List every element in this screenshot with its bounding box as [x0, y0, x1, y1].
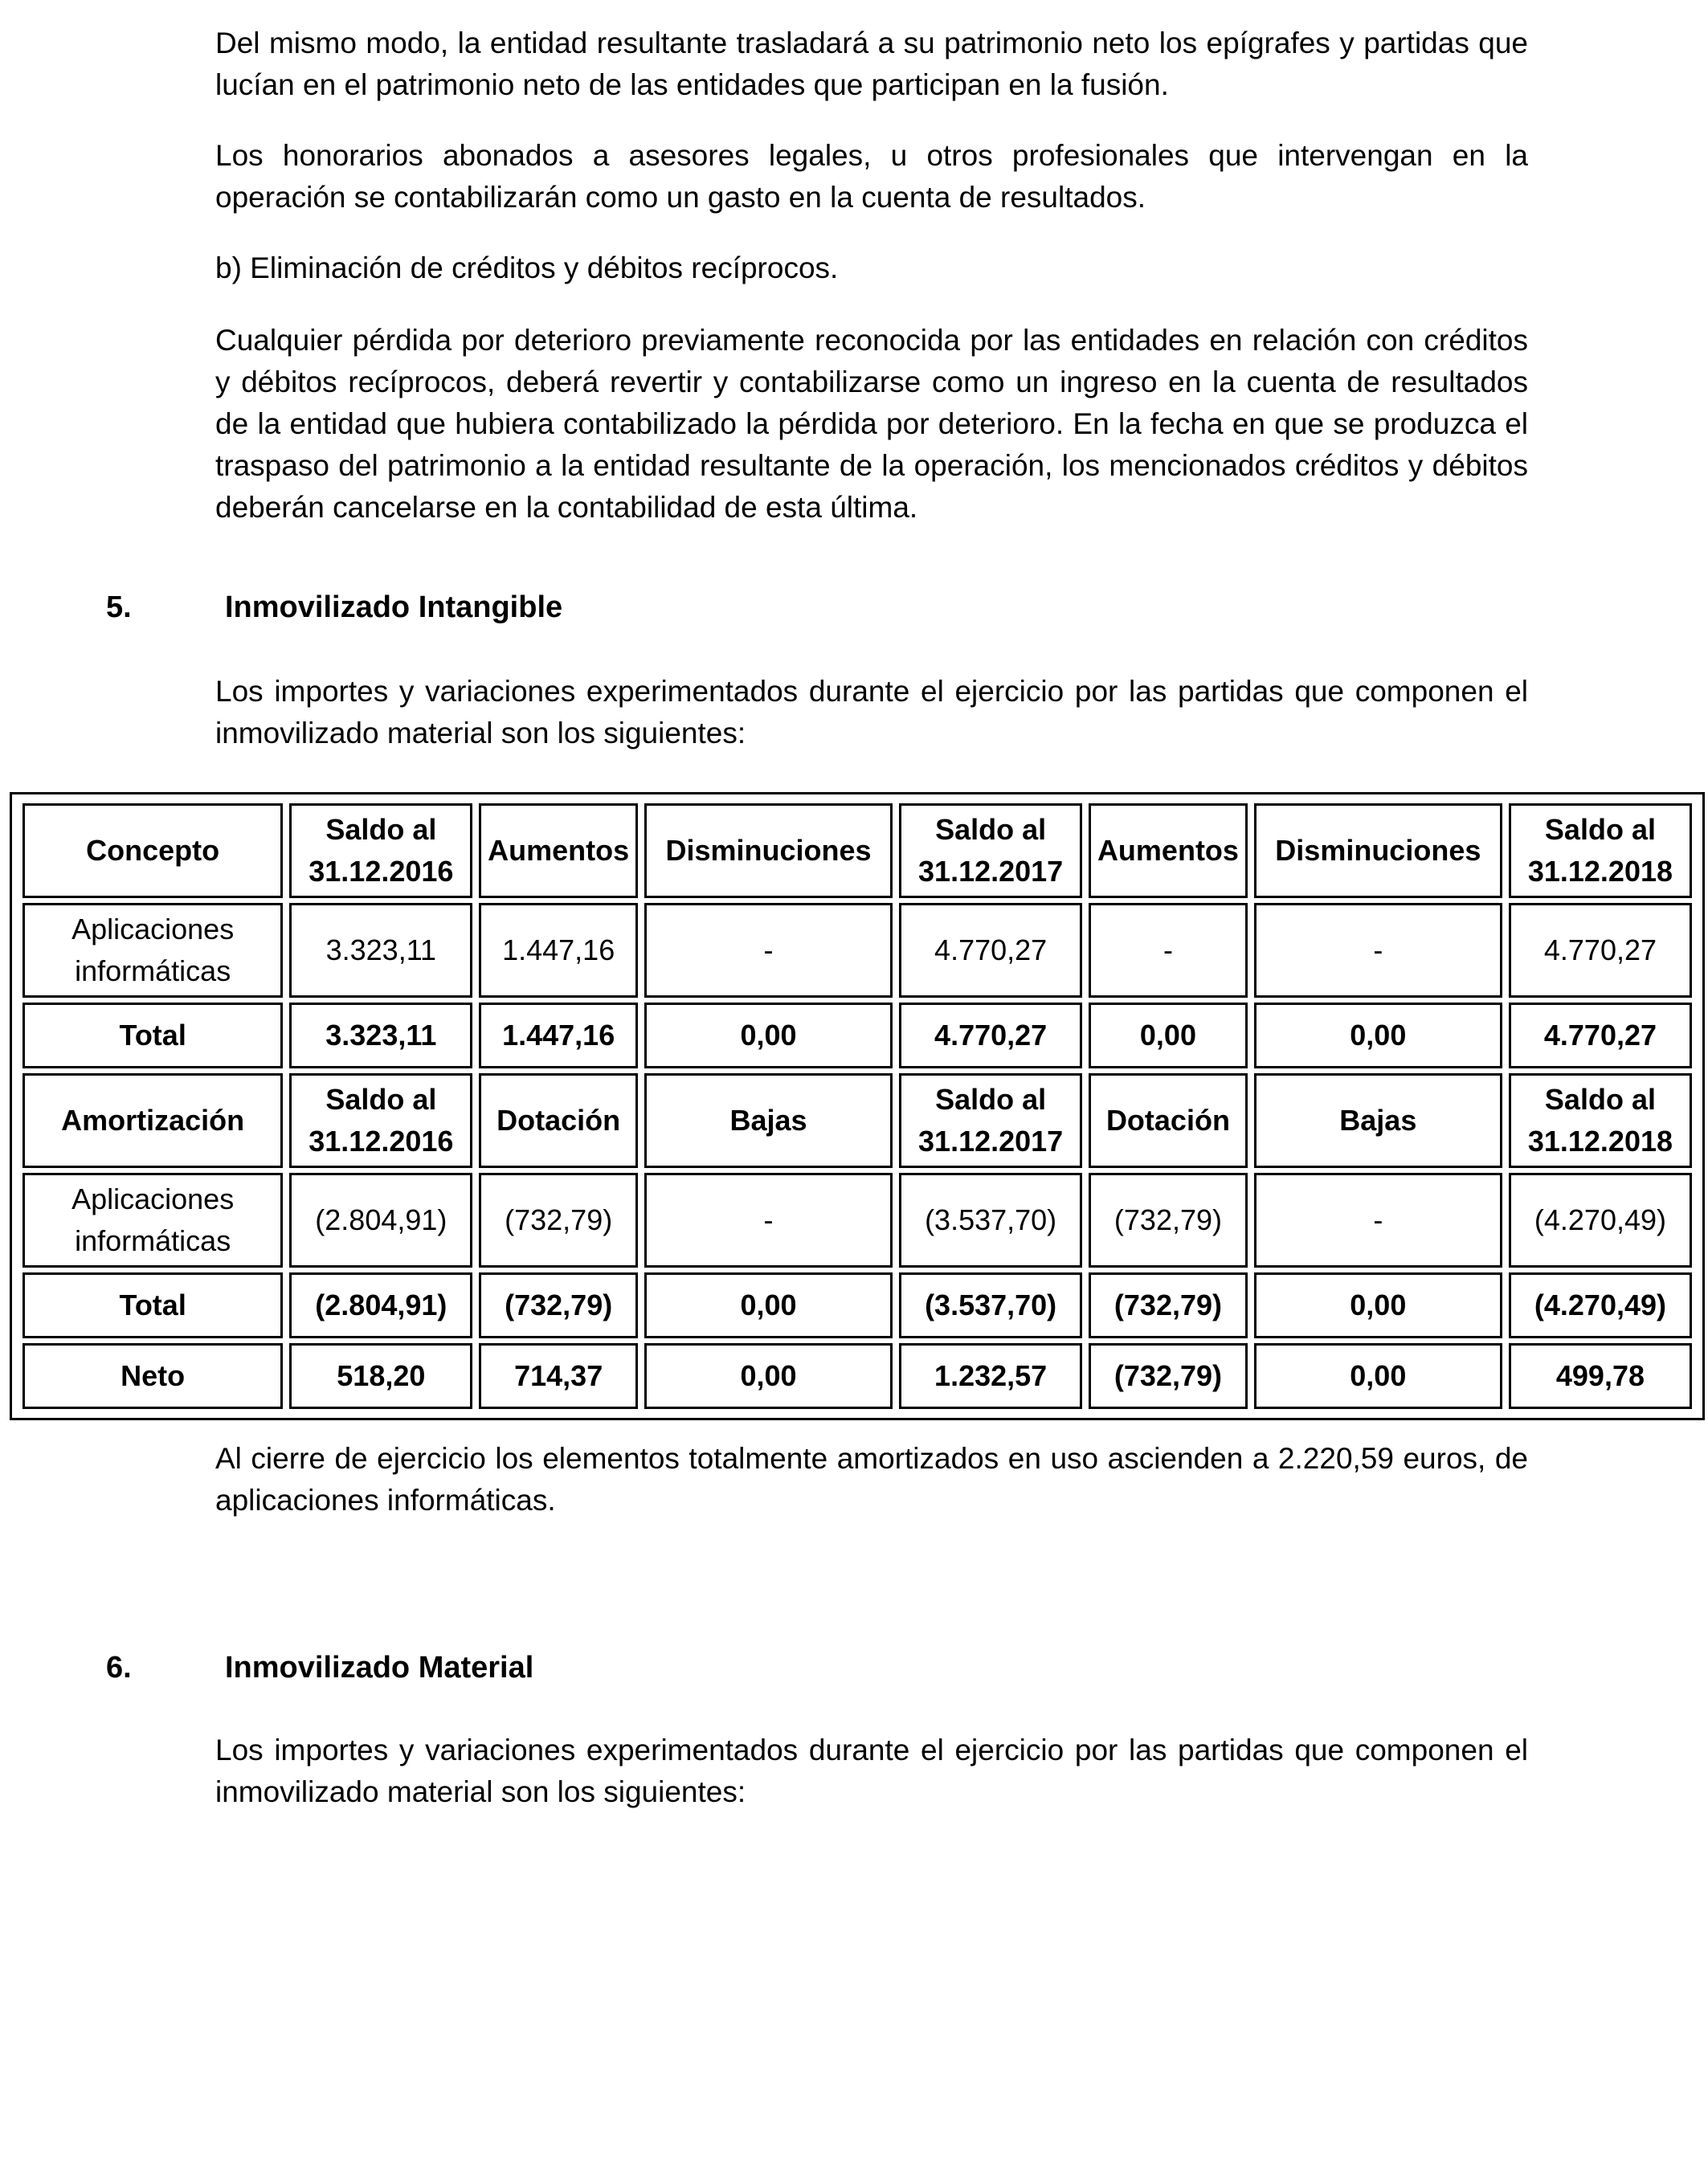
- table-cell: 1.447,16: [479, 1003, 638, 1068]
- table-cell: 4.770,27: [1509, 903, 1692, 998]
- table-cell: 4.770,27: [1509, 1003, 1692, 1068]
- table-cell: (732,79): [1089, 1272, 1248, 1338]
- intangible-assets-table: [10, 792, 1705, 1420]
- table-cell: (732,79): [1089, 1173, 1248, 1268]
- table-cell: -: [1254, 1173, 1502, 1268]
- table-total-row: [22, 1272, 1692, 1338]
- table-cell: -: [1254, 903, 1502, 998]
- header-cell: Dotación: [1089, 1073, 1248, 1168]
- table-header-row: [22, 1073, 1692, 1168]
- table-cell: 0,00: [644, 1343, 893, 1409]
- section-number: 6.: [106, 1651, 132, 1685]
- header-cell: Bajas: [644, 1073, 893, 1168]
- paragraph-intro-intangible: Los importes y variaciones experimentados durante el ejercicio por las partidas que componen el inmovilizado material son los siguientes:: [215, 675, 1528, 749]
- header-cell: Saldo al 31.12.2017: [899, 803, 1082, 898]
- table-cell: Total: [22, 1272, 283, 1338]
- header-cell: Concepto: [22, 803, 283, 898]
- header-cell: Amortización: [22, 1073, 283, 1168]
- table-cell: 0,00: [1254, 1003, 1502, 1068]
- paragraph-amortizados: Al cierre de ejercicio los elementos totalmente amortizados en uso ascienden a 2.220,59 euros, de aplicaciones informáticas.: [215, 1442, 1528, 1517]
- header-cell: Disminuciones: [644, 803, 893, 898]
- header-cell: Aumentos: [479, 803, 638, 898]
- table-cell: Aplicaciones informáticas: [22, 1173, 283, 1268]
- paragraph-eliminacion: b) Eliminación de créditos y débitos recíprocos.: [215, 251, 839, 284]
- section-title: Inmovilizado Material: [225, 1651, 534, 1685]
- table-cell: (3.537,70): [899, 1272, 1082, 1338]
- header-cell: Saldo al 31.12.2017: [899, 1073, 1082, 1168]
- table-cell: -: [644, 1173, 893, 1268]
- header-cell: Saldo al 31.12.2018: [1509, 1073, 1692, 1168]
- table-cell: 0,00: [644, 1003, 893, 1068]
- table-cell: 3.323,11: [289, 1003, 472, 1068]
- table-net-row: [22, 1343, 1692, 1409]
- table-cell: 3.323,11: [289, 903, 472, 998]
- table-cell: (4.270,49): [1509, 1173, 1692, 1268]
- header-cell: Saldo al 31.12.2016: [289, 1073, 472, 1168]
- header-cell: Saldo al 31.12.2016: [289, 803, 472, 898]
- table-cell: (4.270,49): [1509, 1272, 1692, 1338]
- table-cell: (732,79): [479, 1272, 638, 1338]
- table-cell: -: [644, 903, 893, 998]
- table-cell: 1.447,16: [479, 903, 638, 998]
- table-cell: -: [1089, 903, 1248, 998]
- table-cell: (3.537,70): [899, 1173, 1082, 1268]
- header-cell: Saldo al 31.12.2018: [1509, 803, 1692, 898]
- paragraph-honorarios: Los honorarios abonados a asesores legales, u otros profesionales que intervengan en la operación se contabilizarán como un gasto en la cuenta de resultados.: [215, 139, 1528, 214]
- table-header-row: [22, 803, 1692, 898]
- section-title: Inmovilizado Intangible: [225, 590, 563, 624]
- paragraph-intro-material: Los importes y variaciones experimentados durante el ejercicio por las partidas que componen el inmovilizado material son los siguientes:: [215, 1734, 1528, 1808]
- table-cell: Total: [22, 1003, 283, 1068]
- table-cell: (2.804,91): [289, 1173, 472, 1268]
- header-cell: Disminuciones: [1254, 803, 1502, 898]
- section-number: 5.: [106, 590, 132, 624]
- table-cell: (732,79): [1089, 1343, 1248, 1409]
- table-cell: (2.804,91): [289, 1272, 472, 1338]
- paragraph-deterioro: Cualquier pérdida por deterioro previamente reconocida por las entidades en relación con créditos y débitos recíprocos, deberá revertir y contabilizarse como un ingreso en la cuenta de resultados de la entidad que hubiera contabilizado la pérdida por deterioro. En la fecha en que se produzca el traspaso del patrimonio a la entidad resultante de la operación, los mencionados créditos y débitos deberán cancelarse en la contabilidad de esta última.: [215, 324, 1528, 524]
- table-cell: 0,00: [644, 1272, 893, 1338]
- table-cell: 714,37: [479, 1343, 638, 1409]
- table-row: [22, 1173, 1692, 1268]
- table-cell: Neto: [22, 1343, 283, 1409]
- table-cell: 518,20: [289, 1343, 472, 1409]
- header-cell: Aumentos: [1089, 803, 1248, 898]
- table-cell: 0,00: [1254, 1272, 1502, 1338]
- table-cell: 4.770,27: [899, 1003, 1082, 1068]
- table-cell: Aplicaciones informáticas: [22, 903, 283, 998]
- paragraph-fusion-patrimonio: Del mismo modo, la entidad resultante trasladará a su patrimonio neto los epígrafes y partidas que lucían en el patrimonio neto de las entidades que participan en la fusión.: [215, 27, 1528, 101]
- header-cell: Bajas: [1254, 1073, 1502, 1168]
- table-cell: 0,00: [1089, 1003, 1248, 1068]
- table-cell: (732,79): [479, 1173, 638, 1268]
- table-cell: 0,00: [1254, 1343, 1502, 1409]
- table-cell: 4.770,27: [899, 903, 1082, 998]
- header-cell: Dotación: [479, 1073, 638, 1168]
- table-cell: 1.232,57: [899, 1343, 1082, 1409]
- table-cell: 499,78: [1509, 1343, 1692, 1409]
- table-row: [22, 903, 1692, 998]
- table-total-row: [22, 1003, 1692, 1068]
